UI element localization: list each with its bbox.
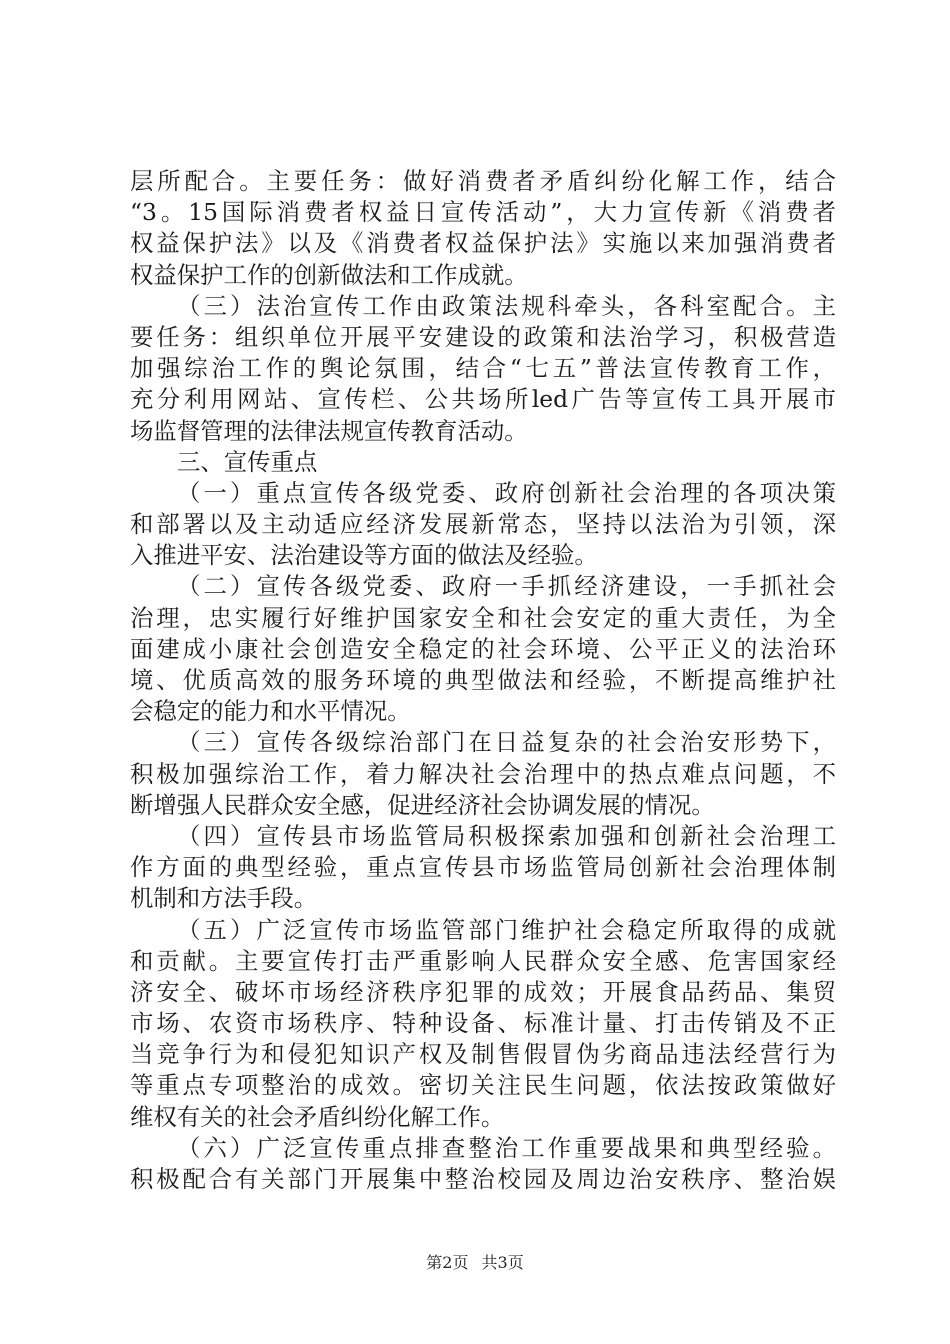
- text-line: 权益保护法》以及《消费者权益保护法》实施以来加强消费者: [130, 229, 836, 258]
- text-line: 充分利用网站、宣传栏、公共场所led广告等宣传工具开展市: [130, 385, 836, 414]
- text-line: 会稳定的能力和水平情况。: [130, 697, 411, 726]
- text-line: （六）广泛宣传重点排查整治工作重要战果和典型经验。: [177, 1133, 836, 1162]
- text-line: 济安全、破坏市场经济秩序犯罪的成效；开展食品药品、集贸: [130, 977, 836, 1006]
- text-line: 等重点专项整治的成效。密切关注民生问题，依法按政策做好: [130, 1071, 836, 1100]
- text-line: 治理，忠实履行好维护国家安全和社会安定的重大责任，为全: [130, 603, 836, 632]
- page-number: 第2页: [426, 1253, 469, 1272]
- page-total: 共3页: [481, 1253, 524, 1272]
- page-footer: [0, 1250, 950, 1273]
- text-line: 层所配合。主要任务：做好消费者矛盾纠纷化解工作，结合: [130, 167, 836, 195]
- text-line: （二）宣传各级党委、政府一手抓经济建设，一手抓社会: [177, 572, 836, 601]
- text-line: 作方面的典型经验，重点宣传县市场监管局创新社会治理体制: [130, 853, 836, 882]
- text-line: 积极加强综治工作，着力解决社会治理中的热点难点问题，不: [130, 759, 836, 788]
- text-line: 面建成小康社会创造安全稳定的社会环境、公平正义的法治环: [130, 634, 836, 663]
- text-line: 场监督管理的法律法规宣传教育活动。: [130, 416, 528, 445]
- document-body: [130, 166, 836, 1195]
- text-line: （一）重点宣传各级党委、政府创新社会治理的各项决策: [177, 478, 836, 507]
- text-line: 和部署以及主动适应经济发展新常态，坚持以法治为引领，深: [130, 510, 836, 539]
- text-line: 境、优质高效的服务环境的典型做法和经验，不断提高维护社: [130, 666, 836, 694]
- text-line: （五）广泛宣传市场监管部门维护社会稳定所取得的成就: [177, 915, 836, 944]
- text-line: 和贡献。主要宣传打击严重影响人民群众安全感、危害国家经: [130, 946, 836, 975]
- text-line: 积极配合有关部门开展集中整治校园及周边治安秩序、整治娱: [130, 1165, 836, 1193]
- text-line: 三、宣传重点: [177, 447, 318, 476]
- text-line: “3。15国际消费者权益日宣传活动”，大力宣传新《消费者: [130, 198, 836, 227]
- text-line: 维权有关的社会矛盾纠纷化解工作。: [130, 1102, 505, 1131]
- text-line: 加强综治工作的舆论氛围，结合“七五”普法宣传教育工作，: [130, 354, 836, 383]
- text-line: （四）宣传县市场监管局积极探索加强和创新社会治理工: [177, 821, 836, 850]
- text-line: 要任务：组织单位开展平安建设的政策和法治学习，积极营造: [130, 322, 836, 351]
- text-line: 机制和方法手段。: [130, 884, 318, 913]
- text-line: 当竞争行为和侵犯知识产权及制售假冒伪劣商品违法经营行为: [130, 1040, 836, 1069]
- text-line: 断增强人民群众安全感，促进经济社会协调发展的情况。: [130, 790, 715, 819]
- text-line: 市场、农资市场秩序、特种设备、标准计量、打击传销及不正: [130, 1009, 836, 1038]
- text-line: （三）宣传各级综治部门在日益复杂的社会治安形势下，: [177, 728, 836, 757]
- text-line: （三）法治宣传工作由政策法规科牵头，各科室配合。主: [177, 291, 836, 320]
- text-line: 权益保护工作的创新做法和工作成就。: [130, 260, 528, 289]
- text-line: 入推进平安、法治建设等方面的做法及经验。: [130, 541, 598, 570]
